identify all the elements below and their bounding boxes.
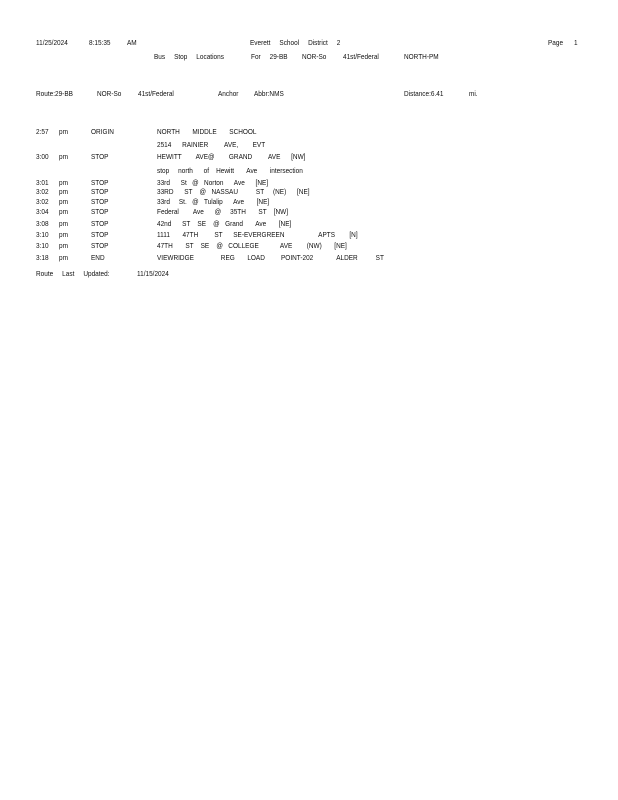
stop-location: NORTH MIDDLE SCHOOL (157, 127, 257, 136)
stop-type: END (91, 253, 105, 262)
stop-time: 2:57 (36, 127, 49, 136)
stop-time: 3:00 (36, 152, 49, 161)
route-street: 41st/Federal (138, 89, 174, 98)
stop-time: 3:10 (36, 230, 49, 239)
stop-location-detail: stop north of Hewitt Ave intersection (157, 166, 303, 175)
stop-location: 33rd St. @ Tulalip Ave [NE] (157, 197, 270, 206)
stop-ampm: pm (59, 152, 68, 161)
report-time: 8:15:35 (89, 38, 111, 47)
stop-location: HEWITT AVE@ GRAND AVE [NW] (157, 152, 306, 161)
route-label: Route:29-BB (36, 89, 73, 98)
district-title: Everett School District 2 (250, 38, 341, 47)
stop-type: STOP (91, 152, 109, 161)
route-distance-unit: mi. (469, 89, 478, 98)
stop-location: 42nd ST SE @ Grand Ave [NE] (157, 219, 292, 228)
stop-time: 3:18 (36, 253, 49, 262)
stop-type: STOP (91, 241, 109, 250)
stop-time: 3:04 (36, 207, 49, 216)
route-distance: Distance:6.41 (404, 89, 444, 98)
stop-type: STOP (91, 178, 109, 187)
page-label: Page (548, 38, 564, 47)
report-date: 11/25/2024 (36, 38, 68, 47)
stop-time: 3:01 (36, 178, 49, 187)
stop-time: 3:10 (36, 241, 49, 250)
report-subtitle-route: For 29-BB (251, 52, 288, 61)
stop-location: Federal Ave @ 35TH ST [NW] (157, 207, 289, 216)
stop-type: STOP (91, 219, 109, 228)
stop-location: 1111 47TH ST SE-EVERGREEN APTS [N] (157, 230, 358, 239)
stop-type: ORIGIN (91, 127, 114, 136)
stop-ampm: pm (59, 197, 68, 206)
stop-type: STOP (91, 207, 109, 216)
stop-ampm: pm (59, 241, 68, 250)
stop-type: STOP (91, 230, 109, 239)
stop-time: 3:02 (36, 197, 49, 206)
stop-ampm: pm (59, 178, 68, 187)
stop-location: 33RD ST @ NASSAU ST (NE) [NE] (157, 187, 310, 196)
report-subtitle-direction: NOR-So (302, 52, 327, 61)
route-direction: NOR-So (97, 89, 122, 98)
report-subtitle-street: 41st/Federal (343, 52, 379, 61)
stop-type: STOP (91, 187, 109, 196)
page-number: 1 (574, 38, 578, 47)
stop-type: STOP (91, 197, 109, 206)
stop-ampm: pm (59, 253, 68, 262)
stop-time: 3:02 (36, 187, 49, 196)
report-subtitle: Bus Stop Locations (154, 52, 224, 61)
report-subtitle-run: NORTH-PM (404, 52, 439, 61)
stop-location: VIEWRIDGE REG LOAD POINT-202 ALDER ST (157, 253, 384, 262)
route-anchor: Anchor (218, 89, 239, 98)
stop-time: 3:08 (36, 219, 49, 228)
stop-location: 33rd St @ Norton Ave [NE] (157, 178, 269, 187)
route-abbr: Abbr:NMS (254, 89, 284, 98)
stop-ampm: pm (59, 187, 68, 196)
stop-ampm: pm (59, 219, 68, 228)
stop-location-detail: 2514 RAINIER AVE, EVT (157, 140, 266, 149)
report-ampm: AM (127, 38, 137, 47)
stop-location: 47TH ST SE @ COLLEGE AVE (NW) [NE] (157, 241, 347, 250)
stop-ampm: pm (59, 207, 68, 216)
stop-ampm: pm (59, 127, 68, 136)
footer-label: Route Last Updated: (36, 269, 110, 278)
stop-ampm: pm (59, 230, 68, 239)
footer-date: 11/15/2024 (137, 269, 169, 278)
